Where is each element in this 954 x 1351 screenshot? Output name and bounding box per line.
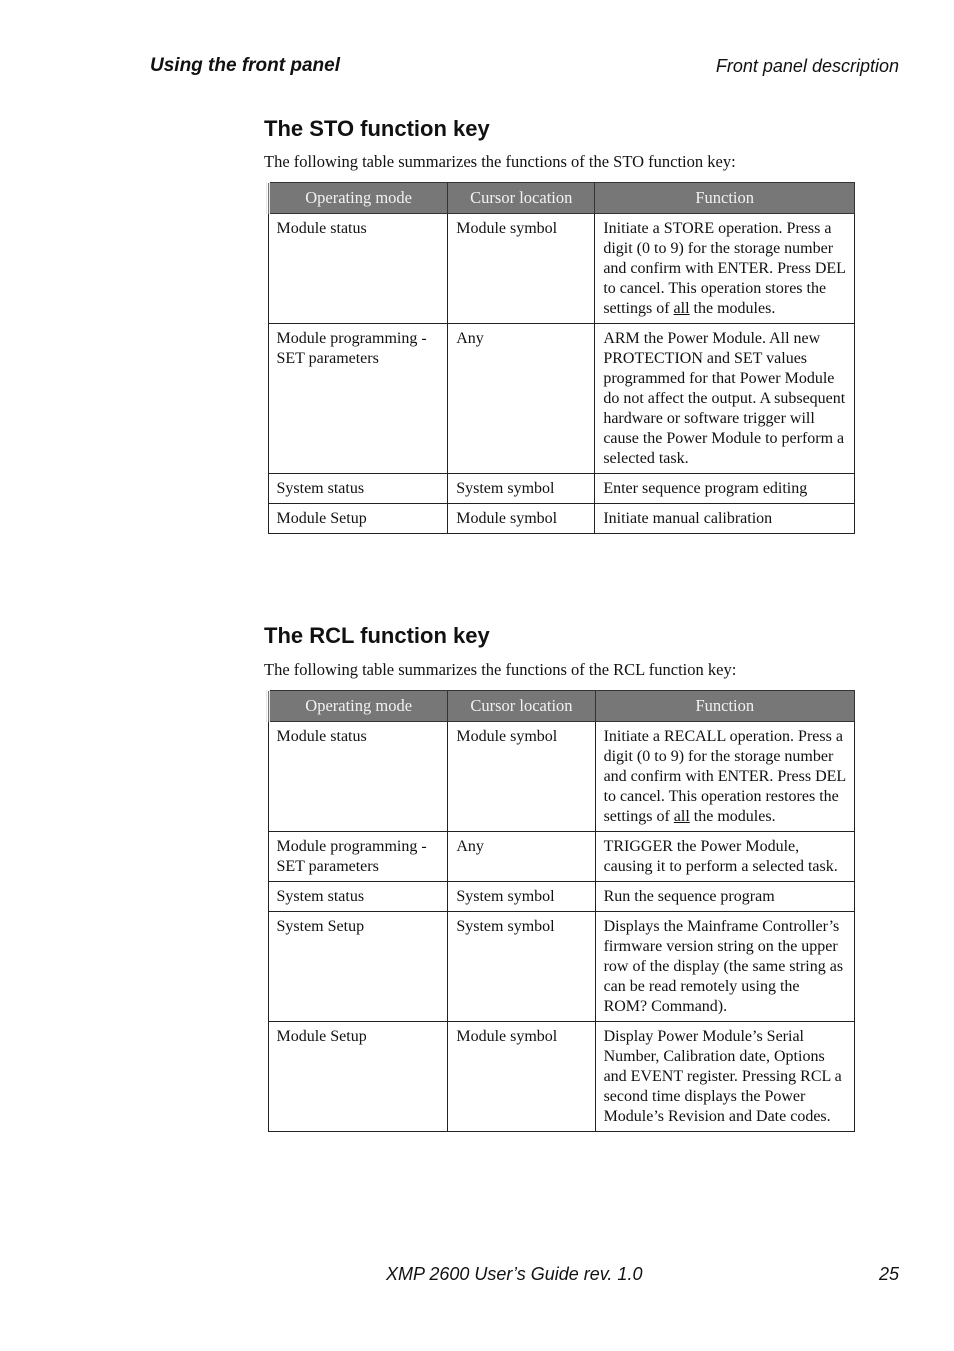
header-page-topic: Front panel description bbox=[715, 56, 899, 76]
sto-heading: The STO function key bbox=[264, 116, 490, 141]
function-cell: Display Power Module’s Serial Number, Calibration date, Options and EVENT register. Pressing RCL a second time displays the Power Module’s Revision and Date codes. bbox=[595, 1022, 854, 1132]
table-row bbox=[268, 882, 855, 912]
cursor-location-cell: Module symbol bbox=[448, 722, 595, 832]
header-section-title: Using the front panel bbox=[150, 55, 340, 76]
function-cell bbox=[595, 214, 855, 324]
operating-mode-cell: System Setup bbox=[268, 912, 448, 1022]
operating-mode-cell: Module Setup bbox=[268, 504, 448, 534]
column-header-cursor-location: Cursor location bbox=[448, 183, 595, 214]
function-cell bbox=[595, 722, 854, 832]
cursor-location-cell: System symbol bbox=[448, 912, 595, 1022]
table-row bbox=[268, 912, 855, 1022]
function-text-end: the modules. bbox=[689, 808, 776, 825]
function-text: Initiate a RECALL operation. Press a digit (0 to 9) for the storage number and confirm with ENTER. Press DEL to cancel. This operation restores the settings of bbox=[603, 728, 846, 825]
rcl-intro: The following table summarizes the functions of the RCL function key: bbox=[264, 660, 737, 679]
table-row bbox=[268, 474, 855, 504]
function-cell: Initiate manual calibration bbox=[595, 504, 855, 534]
table-row bbox=[268, 214, 855, 324]
table-row bbox=[268, 1022, 855, 1132]
column-header-function: Function bbox=[595, 691, 854, 722]
function-cell: Enter sequence program editing bbox=[595, 474, 855, 504]
sto-table bbox=[266, 182, 855, 534]
cursor-location-cell: Module symbol bbox=[448, 214, 595, 324]
operating-mode-cell: Module status bbox=[268, 214, 448, 324]
footer-document-title: XMP 2600 User’s Guide rev. 1.0 bbox=[386, 1264, 643, 1284]
table-row bbox=[268, 324, 855, 474]
cursor-location-cell: Any bbox=[448, 324, 595, 474]
table-row bbox=[268, 504, 855, 534]
column-header-operating-mode: Operating mode bbox=[268, 691, 448, 722]
cursor-location-cell: System symbol bbox=[448, 882, 595, 912]
operating-mode-cell: Module status bbox=[268, 722, 448, 832]
operating-mode-cell: System status bbox=[268, 882, 448, 912]
table-header-row bbox=[268, 183, 855, 214]
cursor-location-cell: Module symbol bbox=[448, 504, 595, 534]
table-header-row bbox=[268, 691, 855, 722]
function-emphasis: all bbox=[673, 808, 690, 825]
function-cell: Run the sequence program bbox=[595, 882, 854, 912]
operating-mode-cell: System status bbox=[268, 474, 448, 504]
cursor-location-cell: Module symbol bbox=[448, 1022, 595, 1132]
page-number: 25 bbox=[878, 1264, 899, 1284]
rcl-table bbox=[266, 690, 855, 1132]
cursor-location-cell: Any bbox=[448, 832, 595, 882]
table-row bbox=[268, 832, 855, 882]
function-emphasis: all bbox=[673, 300, 690, 317]
column-header-cursor-location: Cursor location bbox=[448, 691, 595, 722]
cursor-location-cell: System symbol bbox=[448, 474, 595, 504]
sto-intro: The following table summarizes the functions of the STO function key: bbox=[264, 152, 736, 171]
operating-mode-cell: Module Setup bbox=[268, 1022, 448, 1132]
operating-mode-cell: Module programming - SET parameters bbox=[268, 832, 448, 882]
function-text-end: the modules. bbox=[689, 300, 776, 317]
rcl-heading: The RCL function key bbox=[264, 623, 490, 648]
function-cell: TRIGGER the Power Module, causing it to perform a selected task. bbox=[595, 832, 854, 882]
function-cell: ARM the Power Module. All new PROTECTION and SET values programmed for that Power Module do not affect the output. A subsequent hardware or software trigger will cause the Power Module to perform a selected task. bbox=[595, 324, 855, 474]
function-cell: Displays the Mainframe Controller’s firmware version string on the upper row of the display (the same string as can be read remotely using the ROM? Command). bbox=[595, 912, 854, 1022]
column-header-function: Function bbox=[595, 183, 855, 214]
column-header-operating-mode: Operating mode bbox=[268, 183, 448, 214]
operating-mode-cell: Module programming - SET parameters bbox=[268, 324, 448, 474]
table-row bbox=[268, 722, 855, 832]
function-text: Initiate a STORE operation. Press a digit (0 to 9) for the storage number and confirm with ENTER. Press DEL to cancel. This operation stores the settings of bbox=[603, 220, 846, 317]
